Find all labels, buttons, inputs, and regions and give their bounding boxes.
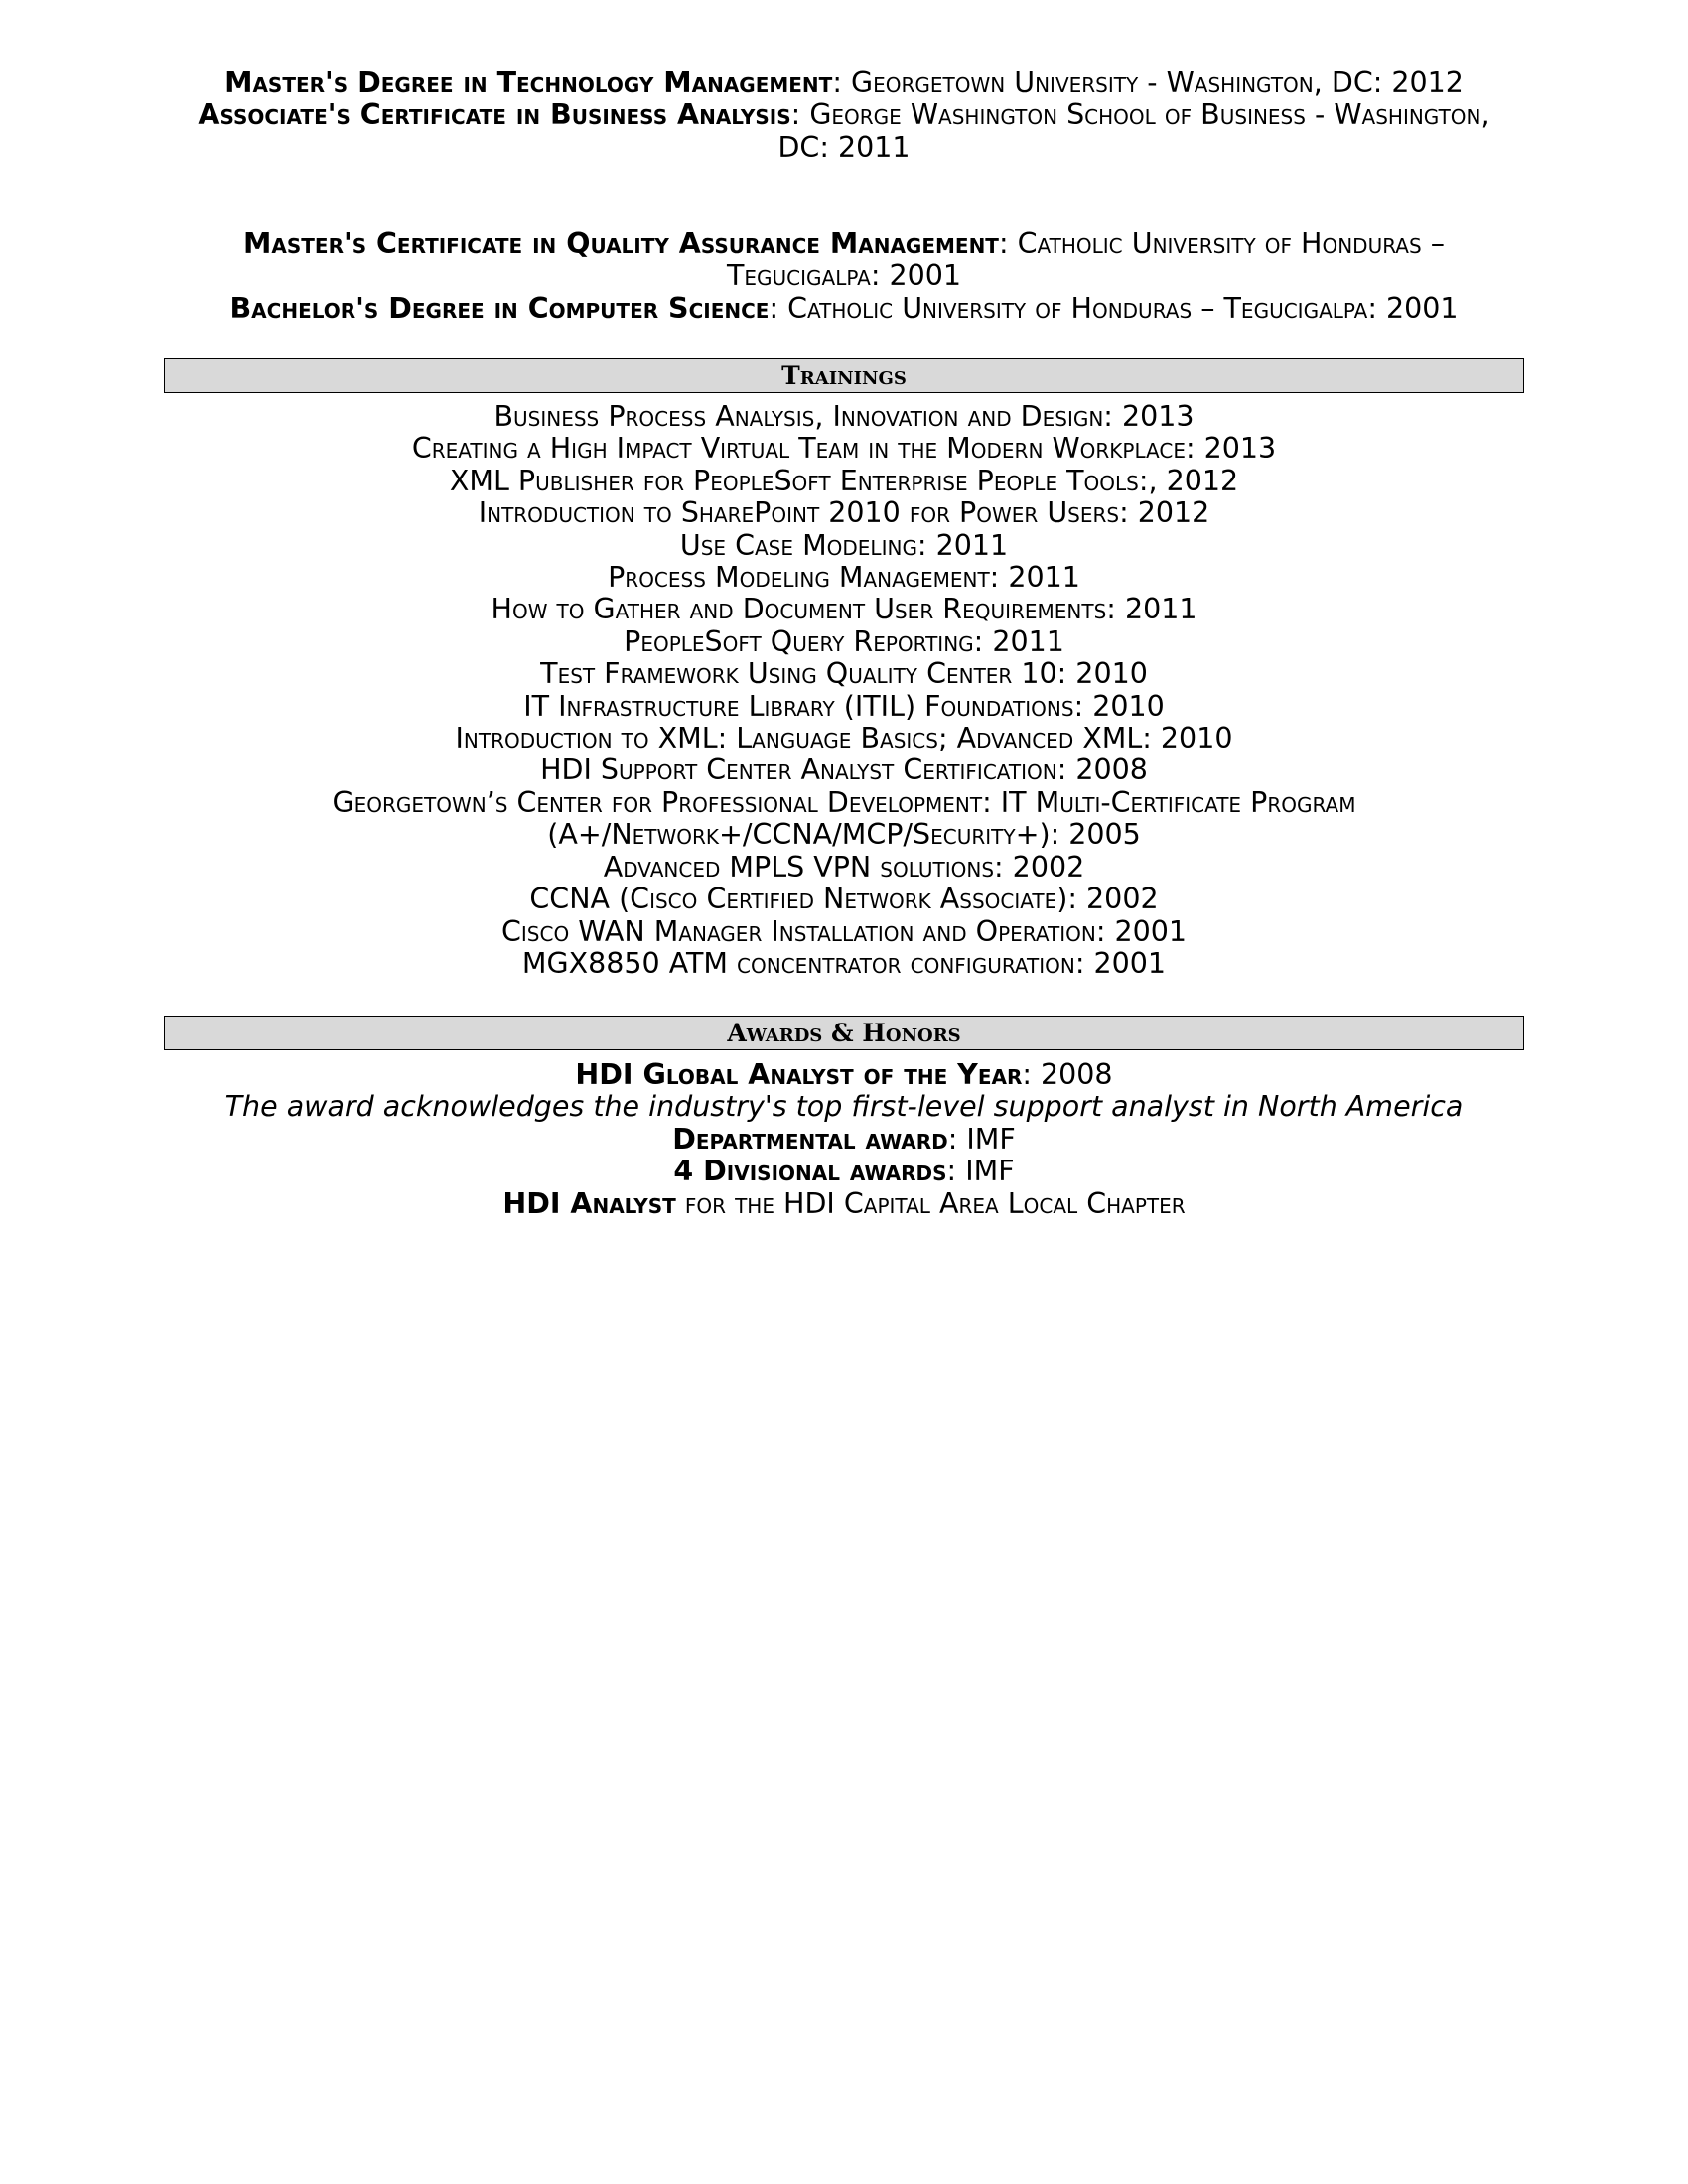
award-item: HDI Global Analyst of the Year: 2008 — [575, 1058, 1113, 1091]
award-item: HDI Analyst for the HDI Capital Area Local Chapter — [502, 1186, 1186, 1220]
training-item: XML Publisher for PeopleSoft Enterprise People Tools:, 2012 — [449, 464, 1239, 497]
training-item: Georgetown’s Center for Professional Development: IT Multi-Certificate Program — [332, 785, 1356, 819]
training-item: HDI Support Center Analyst Certification: 2008 — [540, 753, 1148, 787]
training-item: MGX8850 ATM concentrator configuration: 2001 — [521, 946, 1167, 980]
education-line: Master's Certificate in Quality Assurance Management: Catholic University of Honduras – Tegucigalpa: 2001 — [243, 227, 1445, 293]
trainings-heading: Trainings — [164, 358, 1524, 393]
training-item: Introduction to XML: Language Basics; Advanced XML: 2010 — [455, 722, 1233, 755]
training-item: Cisco WAN Manager Installation and Operation: 2001 — [500, 914, 1188, 948]
awards-list — [164, 1059, 1524, 1220]
trainings-list — [164, 401, 1524, 980]
training-item: Process Modeling Management: 2011 — [608, 561, 1080, 595]
education-group-2 — [164, 228, 1524, 325]
education-line: Master's Degree in Technology Management: Georgetown University - Washington, DC: 2012 — [224, 67, 1464, 99]
awards-heading: Awards & Honors — [164, 1016, 1524, 1050]
training-item: CCNA (Cisco Certified Network Associate): 2002 — [529, 883, 1159, 916]
training-item: Test Framework Using Quality Center 10: 2010 — [540, 657, 1148, 691]
training-item: Advanced MPLS VPN solutions: 2002 — [603, 850, 1085, 884]
education-group-1 — [164, 68, 1524, 164]
education-line: Bachelor's Degree in Computer Science: Catholic University of Honduras – Tegucigalpa: 2001 — [229, 291, 1459, 325]
training-item: Introduction to SharePoint 2010 for Power Users: 2012 — [478, 496, 1210, 530]
training-item: Creating a High Impact Virtual Team in the Modern Workplace: 2013 — [411, 432, 1277, 466]
award-item: Departmental award: IMF — [672, 1122, 1016, 1156]
training-item: PeopleSoft Query Reporting: 2011 — [624, 624, 1064, 658]
training-item: How to Gather and Document User Requirements: 2011 — [491, 593, 1197, 626]
award-note: The award acknowledges the industry's top first-level support analyst in North America — [224, 1090, 1464, 1124]
training-item: (A+/Network+/CCNA/MCP/Security+): 2005 — [547, 818, 1141, 852]
training-item: Use Case Modeling: 2011 — [679, 528, 1009, 562]
education-line: Associate's Certificate in Business Analysis: George Washington School of Business - Washington, DC: 2011 — [198, 98, 1490, 164]
award-item: 4 Divisional awards: IMF — [673, 1155, 1015, 1188]
training-item: Business Process Analysis, Innovation and Design: 2013 — [493, 400, 1195, 433]
training-item: IT Infrastructure Library (ITIL) Foundations: 2010 — [523, 689, 1165, 723]
